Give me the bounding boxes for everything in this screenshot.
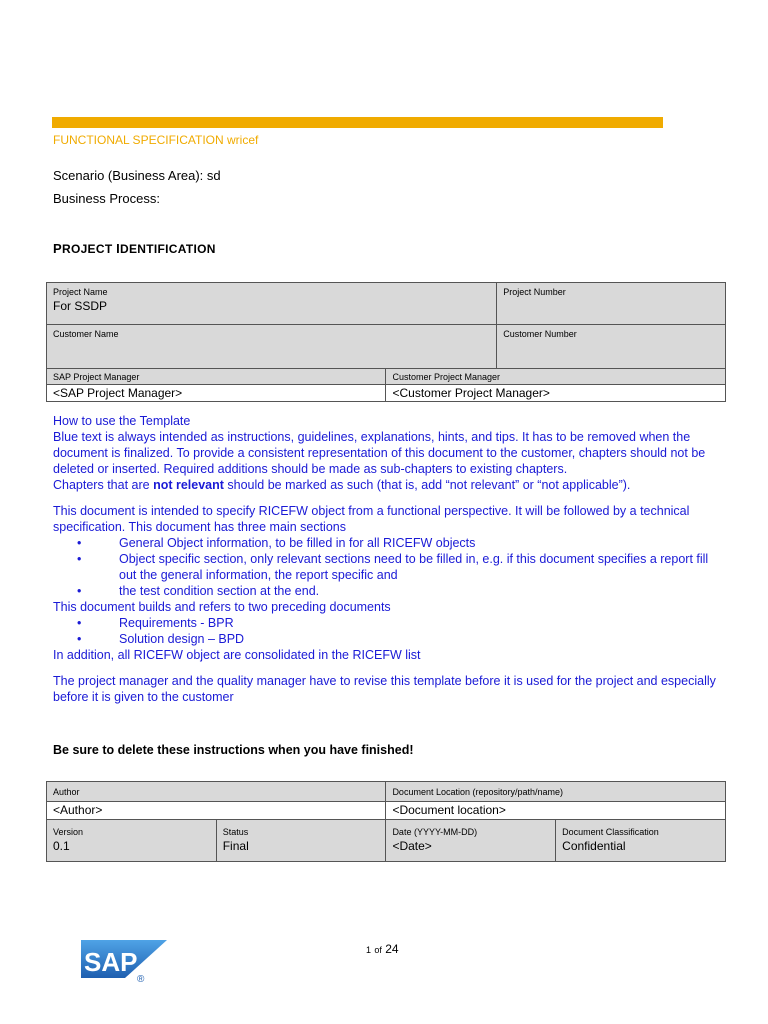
customer-pm-value-cell [386, 385, 726, 402]
list-item: • Object specific section, only relevant sections need to be filled in, e.g. if this document specifies a report fill out the general information, the report specific and [53, 551, 721, 583]
status-label: Status [222, 827, 249, 837]
customer-pm-label: Customer Project Manager [392, 372, 501, 382]
business-process-line: Business Process: [53, 191, 160, 206]
location-value-cell [386, 802, 726, 820]
title-accent-bar [52, 117, 663, 128]
classification-value[interactable]: Confidential [562, 839, 626, 853]
preceding-docs-list [53, 615, 721, 647]
document-location-label: Document Location (repository/path/name) [392, 787, 564, 797]
classification-label: Document Classification [562, 827, 659, 837]
status-value[interactable]: Final [222, 839, 249, 853]
how-to-heading: How to use the Template [53, 414, 191, 428]
registered-mark: ® [137, 974, 145, 983]
instruction-paragraph-5: In addition, all RICEFW object are consolidated in the RICEFW list [53, 648, 421, 662]
status-cell [216, 820, 386, 862]
version-cell [47, 820, 217, 862]
customer-pm-value[interactable]: <Customer Project Manager> [392, 386, 550, 400]
project-name-value[interactable]: For SSDP [53, 299, 108, 313]
scenario-line: Scenario (Business Area): sd [53, 168, 221, 183]
version-label: Version [53, 827, 84, 837]
customer-number-label: Customer Number [503, 329, 577, 339]
instruction-paragraph-6: The project manager and the quality manager have to revise this template before it is used for the project and especially before it is given to the customer [53, 674, 716, 704]
customer-name-cell [47, 325, 497, 369]
author-label-cell [47, 782, 386, 802]
instruction-paragraph-1: Blue text is always intended as instructions, guidelines, explanations, hints, and tips. It has to be removed when the document is finalized. To provide a consistent representation of this document to the customer, chapters should not be deleted or inserted. Required additions should be made as sub-chapters to existing chapters. [53, 430, 706, 476]
project-name-label: Project Name [53, 287, 108, 297]
instruction-paragraph-4: This document builds and refers to two preceding documents [53, 600, 391, 614]
document-location-value[interactable]: <Document location> [392, 803, 506, 817]
customer-name-label: Customer Name [53, 329, 119, 339]
list-item: • General Object information, to be filled in for all RICEFW objects [53, 535, 721, 551]
sap-pm-label: SAP Project Manager [53, 372, 140, 382]
list-item: • Requirements - BPR [53, 615, 721, 631]
sections-list [53, 535, 721, 599]
customer-pm-label-cell [386, 369, 726, 385]
date-label: Date (YYYY-MM-DD) [392, 827, 478, 837]
finish-note: Be sure to delete these instructions when you have finished! [53, 743, 414, 757]
instruction-paragraph-3: This document is intended to specify RICEFW object from a functional perspective. It will be followed by a technical specification. This document has three main sections [53, 504, 690, 534]
project-name-cell [47, 283, 497, 325]
project-identification-table [46, 282, 726, 402]
page-number: 1 of 24 [366, 942, 399, 956]
instruction-paragraph-2: Chapters that are not relevant should be marked as such (that is, add “not relevant” or “not applicable”). [53, 478, 631, 492]
project-identification-heading: PROJECT IDENTIFICATION [53, 241, 216, 256]
sap-pm-value-cell [47, 385, 386, 402]
document-info-table [46, 781, 726, 862]
date-cell [386, 820, 556, 862]
date-value[interactable]: <Date> [392, 839, 432, 853]
location-label-cell [386, 782, 726, 802]
template-instructions [53, 413, 721, 705]
customer-number-cell [497, 325, 726, 369]
sap-pm-label-cell [47, 369, 386, 385]
classification-cell [556, 820, 726, 862]
sap-pm-value[interactable]: <SAP Project Manager> [53, 386, 183, 400]
list-item: • Solution design – BPD [53, 631, 721, 647]
author-value-cell [47, 802, 386, 820]
project-number-cell [497, 283, 726, 325]
author-value[interactable]: <Author> [53, 803, 103, 817]
version-value[interactable]: 0.1 [53, 839, 70, 853]
list-item: • the test condition section at the end. [53, 583, 721, 599]
sap-logo [81, 940, 167, 983]
sap-logo-text: SAP [84, 947, 138, 977]
author-label: Author [53, 787, 80, 797]
document-title: FUNCTIONAL SPECIFICATION wricef [53, 133, 259, 147]
project-number-label: Project Number [503, 287, 566, 297]
